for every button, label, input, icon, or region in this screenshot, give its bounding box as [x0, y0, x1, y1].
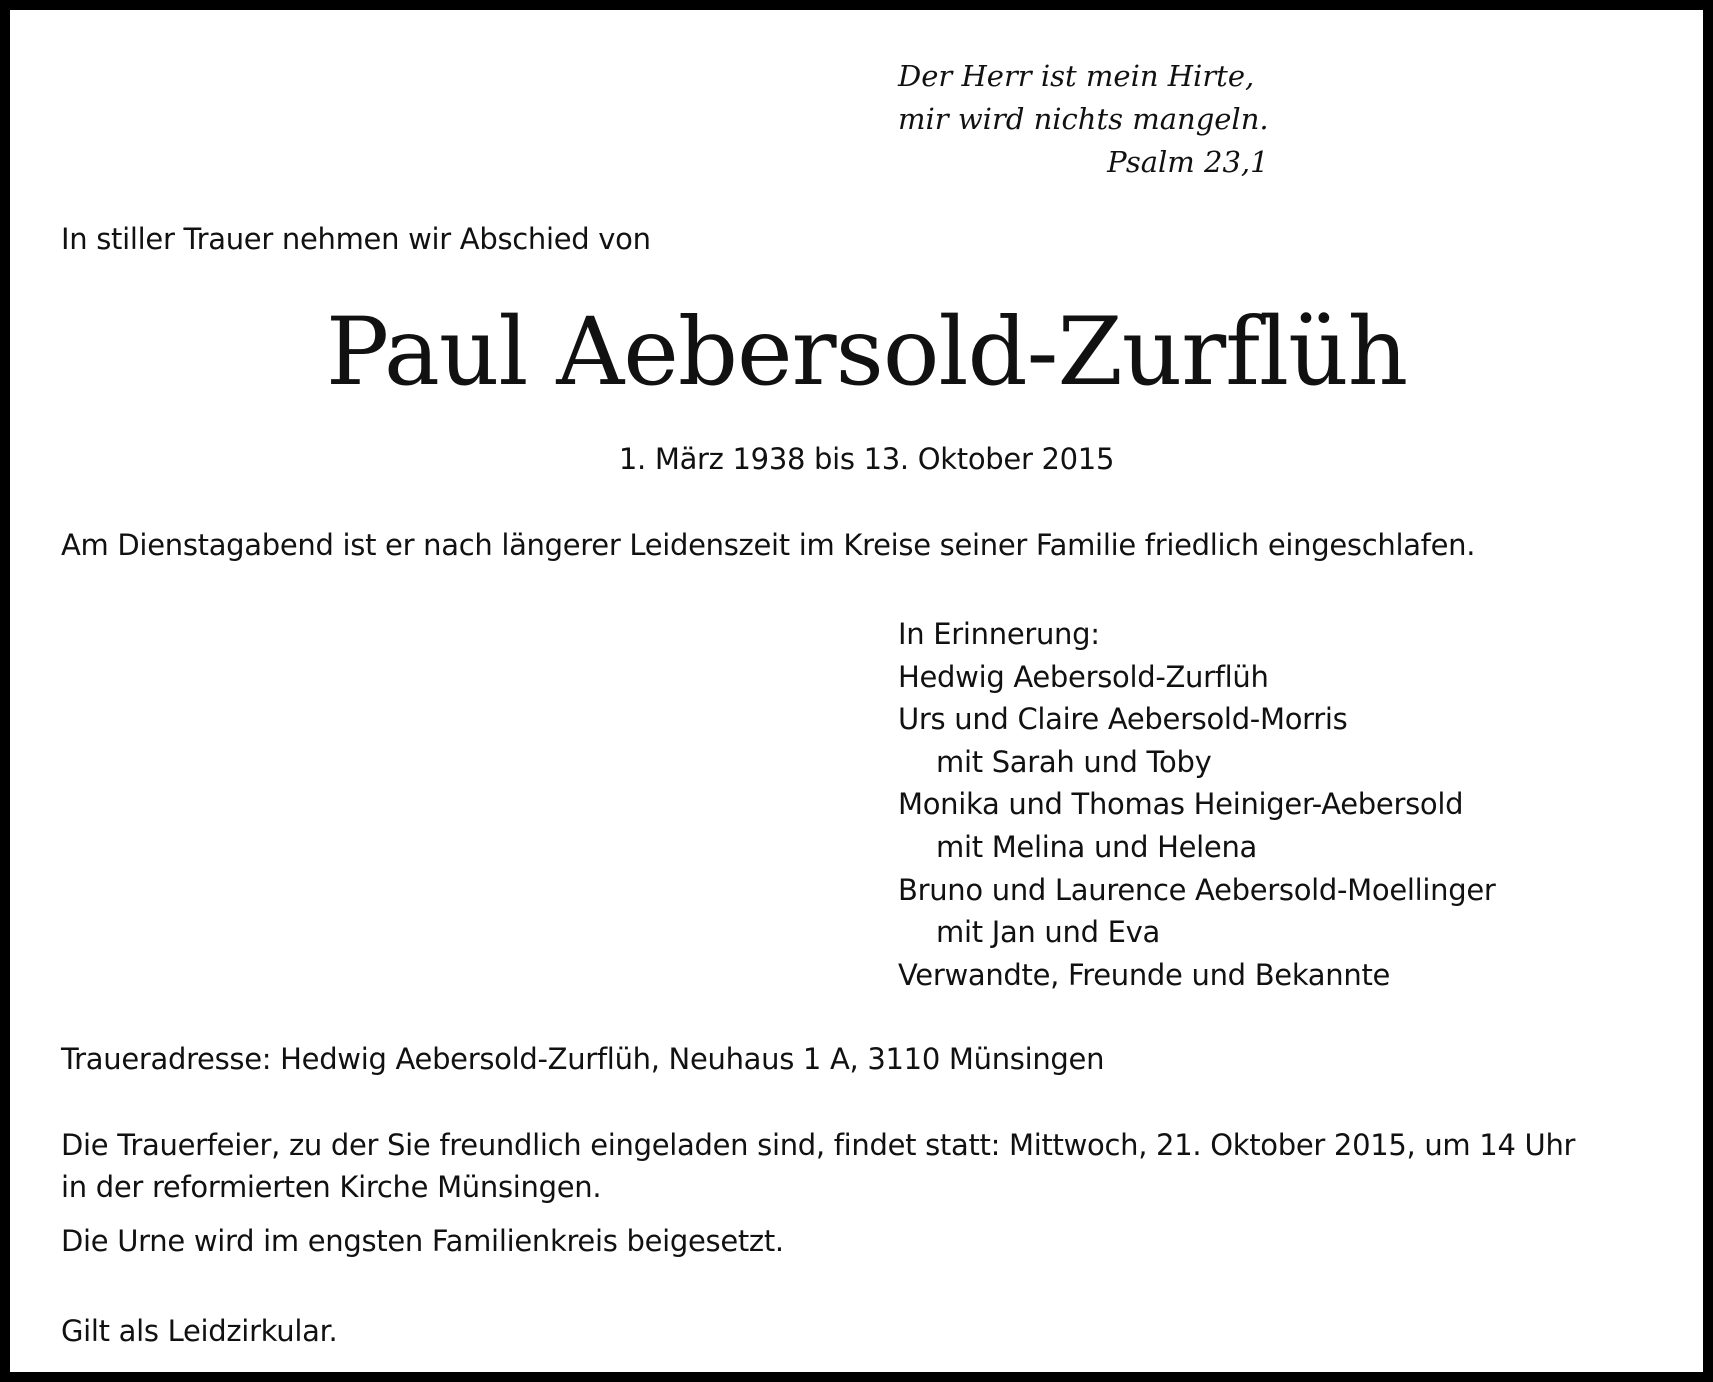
deceased-name: Paul Aebersold-Zurflüh: [325, 298, 1408, 407]
life-dates: 1. März 1938 bis 13. Oktober 2015: [618, 442, 1115, 476]
psalm-quote: [898, 55, 1269, 184]
mourner-children-line: mit Jan und Eva: [936, 915, 1160, 950]
intro-text: In stiller Trauer nehmen wir Abschied von: [61, 222, 651, 256]
mourners-heading: In Erinnerung:: [898, 617, 1100, 651]
mourner-line: Hedwig Aebersold-Zurflüh: [898, 659, 1269, 694]
mourner-line: Monika und Thomas Heiniger-Aebersold: [898, 787, 1464, 822]
mourning-address: Traueradresse: Hedwig Aebersold-Zurflüh, Neuhaus 1 A, 3110 Münsingen: [61, 1042, 1105, 1076]
mourners-list: [898, 613, 1496, 996]
mourner-line: Bruno und Laurence Aebersold-Moellinger: [898, 872, 1496, 907]
mourner-children-line: mit Melina und Helena: [936, 829, 1258, 864]
mourner-line: Urs und Claire Aebersold-Morris: [898, 702, 1348, 737]
ceremony-line-2: in der reformierten Kirche Münsingen.: [61, 1170, 602, 1204]
urn-text: Die Urne wird im engsten Familienkreis beigesetzt.: [61, 1224, 784, 1258]
ceremony-line-1: Die Trauerfeier, zu der Sie freundlich eingeladen sind, findet statt: Mittwoch, 21. Oktober 2015, um 14 Uhr: [61, 1128, 1576, 1162]
psalm-reference: Psalm 23,1: [1107, 145, 1269, 179]
psalm-line-2: mir wird nichts mangeln.: [898, 102, 1269, 136]
psalm-line-1: Der Herr ist mein Hirte,: [898, 59, 1255, 93]
mourner-lines: [898, 656, 1496, 997]
passing-text: Am Dienstagabend ist er nach längerer Leidenszeit im Kreise seiner Familie friedlich eingeschlafen.: [61, 528, 1476, 562]
circular-text: Gilt als Leidzirkular.: [61, 1314, 338, 1348]
mourner-children-line: mit Sarah und Toby: [936, 744, 1212, 779]
mourner-line: Verwandte, Freunde und Bekannte: [898, 957, 1391, 992]
